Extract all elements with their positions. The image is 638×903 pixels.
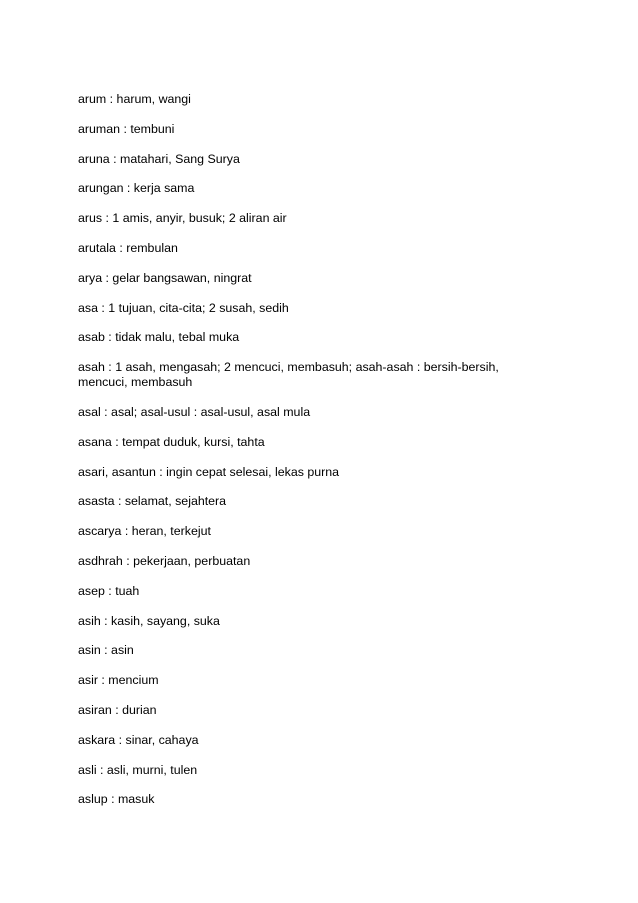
glossary-entry: askara : sinar, cahaya (78, 732, 199, 747)
glossary-entry: asli : asli, murni, tulen (78, 762, 198, 777)
glossary-entry: arya : gelar bangsawan, ningrat (78, 270, 252, 285)
glossary-entry: asari, asantun : ingin cepat selesai, lekas purna (78, 464, 340, 479)
glossary-entry: asih : kasih, sayang, suka (78, 613, 220, 628)
glossary-entry: asa : 1 tujuan, cita-cita; 2 susah, sedih (78, 300, 289, 315)
glossary-entry: arum : harum, wangi (78, 92, 191, 106)
glossary-entry: ascarya : heran, terkejut (78, 524, 211, 539)
glossary-entry: asiran : durian (78, 702, 157, 717)
glossary-entry: aruman : tembuni (78, 121, 175, 136)
glossary-entry: arungan : kerja sama (78, 181, 195, 196)
glossary-entry: aslup : masuk (78, 792, 155, 807)
glossary-entry: arutala : rembulan (78, 240, 178, 255)
glossary-entry: asir : mencium (78, 673, 159, 688)
glossary-entry: asana : tempat duduk, kursi, tahta (78, 434, 265, 449)
glossary-entry: asin : asin (78, 643, 134, 658)
glossary-entry: asep : tuah (78, 583, 140, 598)
glossary-entry: asasta : selamat, sejahtera (78, 494, 227, 509)
glossary-entry: asab : tidak malu, tebal muka (78, 330, 240, 345)
glossary-entry: aruna : matahari, Sang Surya (78, 151, 240, 166)
glossary-entry: asdhrah : pekerjaan, perbuatan (78, 553, 251, 568)
glossary-entry: asah : 1 asah, mengasah; 2 mencuci, membasuh; asah-asah : bersih-bersih, mencuci, membasuh (78, 360, 499, 390)
glossary-entry: asal : asal; asal-usul : asal-usul, asal mula (78, 404, 311, 419)
glossary-entry: arus : 1 amis, anyir, busuk; 2 aliran air (78, 211, 287, 226)
glossary-list (78, 92, 548, 822)
